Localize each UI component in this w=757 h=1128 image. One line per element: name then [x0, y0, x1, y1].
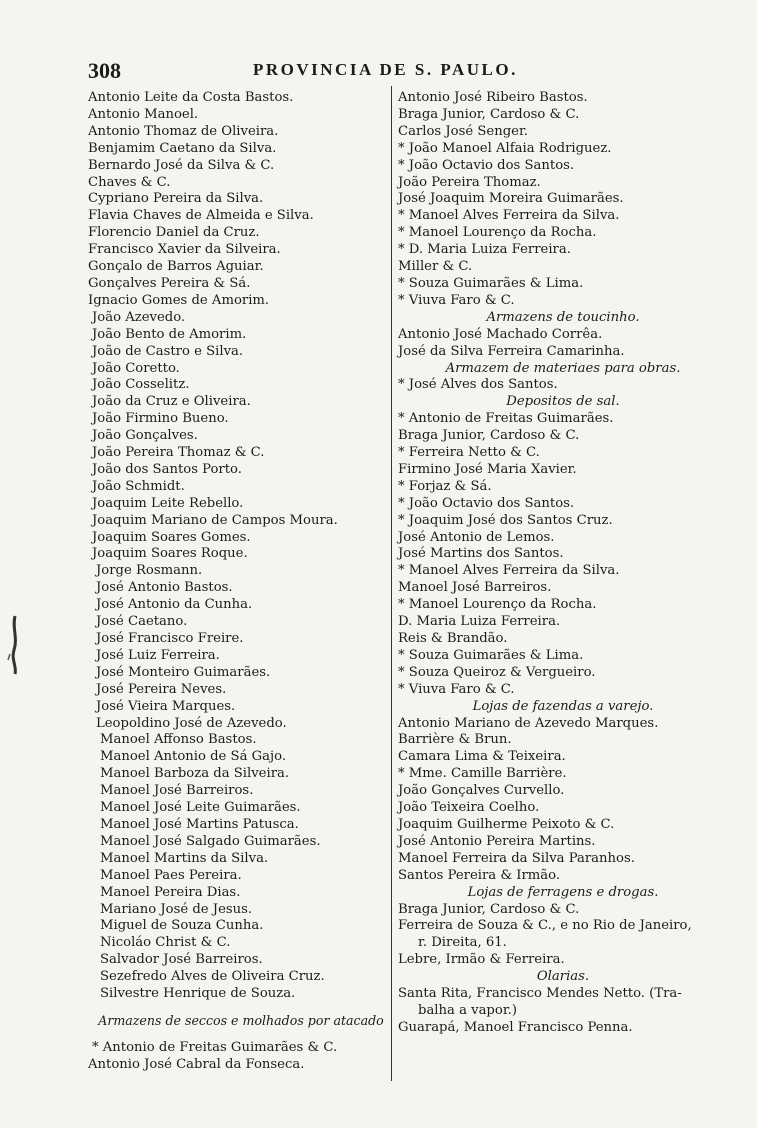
list-item: Braga Junior, Cardoso & C.: [398, 106, 580, 122]
list-item: Manoel José Martins Patusca.: [100, 816, 299, 832]
list-item: * Viuva Faro & C.: [398, 681, 515, 697]
list-item: Gonçalo de Barros Aguiar.: [88, 259, 264, 275]
list-item: Reis & Brandão.: [398, 631, 508, 646]
list-item: João Azevedo.: [92, 309, 186, 325]
list-item-continuation: r. Direita, 61.: [418, 935, 507, 951]
section-heading: Armazens de seccos e molhados por atacado: [98, 1012, 384, 1028]
list-item: Silvestre Henrique de Souza.: [100, 986, 296, 1002]
list-item: * Manoel Lourenço da Rocha.: [398, 225, 597, 241]
list-item: * Manoel Alves Ferreira da Silva.: [398, 563, 620, 579]
list-item: Antonio Thomaz de Oliveira.: [88, 123, 279, 139]
list-item: Guarapá, Manoel Francisco Penna.: [398, 1019, 633, 1035]
list-item: João da Cruz e Oliveira.: [92, 394, 251, 410]
list-item: * Mme. Camille Barrière.: [398, 766, 567, 782]
list-item: Manoel José Barreiros.: [100, 783, 254, 799]
list-item: Antonio José Machado Corrêa.: [398, 326, 603, 342]
list-item: * Viuva Faro & C.: [398, 292, 515, 308]
list-item-continuation: balha a vapor.): [418, 1002, 518, 1018]
list-item: * Forjaz & Sá.: [398, 478, 492, 494]
list-item: Chaves & C.: [88, 174, 171, 190]
list-item: João Gonçalves.: [92, 428, 198, 444]
list-item: Manoel José Salgado Guimarães.: [100, 833, 321, 849]
list-item: Florencio Daniel da Cruz.: [88, 225, 260, 241]
list-item: * Antonio de Freitas Guimarães & C.: [92, 1039, 338, 1055]
list-item: João Gonçalves Curvello.: [398, 783, 565, 799]
list-item: Braga Junior, Cardoso & C.: [398, 428, 580, 444]
list-item: Joaquim Mariano de Campos Moura.: [92, 512, 338, 528]
list-item: Antonio Manoel.: [88, 106, 199, 122]
list-item: Jorge Rosmann.: [96, 563, 203, 579]
list-item: Manoel Antonio de Sá Gajo.: [100, 749, 287, 765]
list-item: * João Octavio dos Santos.: [398, 157, 575, 173]
list-item: * Souza Queiroz & Vergueiro.: [398, 664, 596, 680]
list-item: José Antonio de Lemos.: [398, 529, 555, 545]
page-title: PROVINCIA DE S. PAULO.: [253, 60, 518, 79]
list-item: Sezefredo Alves de Oliveira Cruz.: [100, 969, 325, 985]
list-item: * Souza Guimarães & Lima.: [398, 275, 584, 291]
list-item: Ignacio Gomes de Amorim.: [88, 292, 270, 308]
list-item: Manoel Affonso Bastos.: [100, 732, 257, 748]
list-item: * Souza Guimarães & Lima.: [398, 647, 584, 663]
list-item: João Bento de Amorim.: [92, 326, 247, 342]
list-item: D. Maria Luiza Ferreira.: [398, 614, 561, 630]
list-item: José Joaquim Moreira Guimarães.: [398, 191, 624, 207]
list-item: Santa Rita, Francisco Mendes Netto. (Tra-: [398, 986, 682, 1002]
list-item: Barrière & Brun.: [398, 732, 512, 748]
list-item: * D. Maria Luiza Ferreira.: [398, 242, 571, 258]
list-item: Joaquim Guilherme Peixoto & C.: [398, 816, 615, 832]
list-item: José Antonio da Cunha.: [96, 597, 253, 613]
section-heading: Lojas de ferragens e drogas.: [467, 884, 659, 900]
list-item: Camara Lima & Teixeira.: [398, 749, 566, 765]
list-item: Manoel José Leite Guimarães.: [100, 800, 301, 816]
list-item: Cypriano Pereira da Silva.: [88, 191, 264, 207]
list-item: João dos Santos Porto.: [92, 461, 242, 477]
section-heading: Olarias.: [536, 969, 590, 985]
list-item: Manoel Martins da Silva.: [100, 850, 269, 866]
list-item: João Pereira Thomaz.: [398, 174, 541, 190]
list-item: José Vieira Marques.: [96, 698, 236, 714]
page-header: [88, 58, 728, 84]
list-item: Nicoláo Christ & C.: [100, 935, 231, 951]
list-item: Antonio Mariano de Azevedo Marques.: [398, 715, 659, 731]
list-item: * Joaquim José dos Santos Cruz.: [398, 512, 613, 528]
list-item: Salvador José Barreiros.: [100, 952, 263, 968]
list-item: José Monteiro Guimarães.: [96, 664, 271, 680]
list-item: * João Octavio dos Santos.: [398, 495, 575, 511]
list-item: João Schmidt.: [92, 478, 185, 494]
list-item: Carlos José Senger.: [398, 123, 528, 139]
list-item: Benjamim Caetano da Silva.: [88, 140, 277, 156]
list-item: José Antonio Pereira Martins.: [398, 833, 596, 849]
list-item: Joaquim Soares Roque.: [92, 546, 248, 562]
list-item: Ferreira de Souza & C., e no Rio de Janeiro,: [398, 918, 692, 934]
section-heading: Armazem de materiaes para obras.: [445, 360, 681, 376]
list-item: * José Alves dos Santos.: [398, 377, 558, 393]
list-item: João Teixeira Coelho.: [398, 800, 540, 816]
list-item: José da Silva Ferreira Camarinha.: [398, 343, 625, 359]
list-item: Flavia Chaves de Almeida e Silva.: [88, 208, 314, 224]
list-item: Miguel de Souza Cunha.: [100, 918, 264, 934]
list-item: José Martins dos Santos.: [398, 546, 564, 562]
list-item: Manoel Barboza da Silveira.: [100, 766, 290, 782]
list-item: João Cosselitz.: [92, 377, 190, 393]
list-item: Mariano José de Jesus.: [100, 901, 253, 917]
list-item: Joaquim Soares Gomes.: [92, 529, 251, 545]
list-item: Firmino José Maria Xavier.: [398, 461, 577, 477]
list-item: José Pereira Neves.: [96, 681, 227, 697]
list-item: João Coretto.: [92, 360, 180, 376]
list-item: José Francisco Freire.: [96, 631, 244, 646]
list-item: Manoel Ferreira da Silva Paranhos.: [398, 850, 635, 866]
list-item: João Pereira Thomaz & C.: [92, 445, 265, 461]
list-item: José Luiz Ferreira.: [96, 647, 220, 663]
list-item: Antonio Leite da Costa Bastos.: [88, 90, 294, 105]
list-item: Lebre, Irmão & Ferreira.: [398, 952, 565, 968]
list-item: * Antonio de Freitas Guimarães.: [398, 411, 614, 427]
list-item: Manoel Pereira Dias.: [100, 884, 241, 900]
list-item: José Caetano.: [96, 614, 188, 630]
list-item: Gonçalves Pereira & Sá.: [88, 275, 251, 291]
list-item: * Ferreira Netto & C.: [398, 445, 540, 461]
list-item: * Manoel Lourenço da Rocha.: [398, 597, 597, 613]
list-item: Santos Pereira & Irmão.: [398, 867, 561, 883]
section-heading: Depositos de sal.: [506, 394, 620, 410]
list-item: Manoel Paes Pereira.: [100, 867, 242, 883]
list-item: Manoel José Barreiros.: [398, 580, 552, 596]
list-item: Antonio José Cabral da Fonseca.: [88, 1056, 305, 1072]
section-heading: Armazens de toucinho.: [486, 309, 640, 325]
left-column: [88, 90, 394, 1074]
list-item: * João Manoel Alfaia Rodriguez.: [398, 140, 612, 156]
list-item: Braga Junior, Cardoso & C.: [398, 901, 580, 917]
list-item: Francisco Xavier da Silveira.: [88, 242, 281, 258]
list-item: Leopoldino José de Azevedo.: [96, 715, 287, 731]
list-item: João de Castro e Silva.: [92, 343, 244, 359]
margin-ink-mark: [6, 614, 22, 676]
list-item: Antonio José Ribeiro Bastos.: [398, 90, 588, 105]
right-column: [398, 90, 728, 1037]
list-item: Bernardo José da Silva & C.: [88, 157, 275, 173]
list-item: José Antonio Bastos.: [96, 580, 233, 596]
list-item: Miller & C.: [398, 259, 473, 275]
list-item: Joaquim Leite Rebello.: [92, 495, 244, 511]
list-item: João Firmino Bueno.: [92, 411, 229, 427]
list-item: * Manoel Alves Ferreira da Silva.: [398, 208, 620, 224]
page-number: 308: [88, 58, 121, 83]
section-heading: Lojas de fazendas a varejo.: [472, 698, 654, 714]
